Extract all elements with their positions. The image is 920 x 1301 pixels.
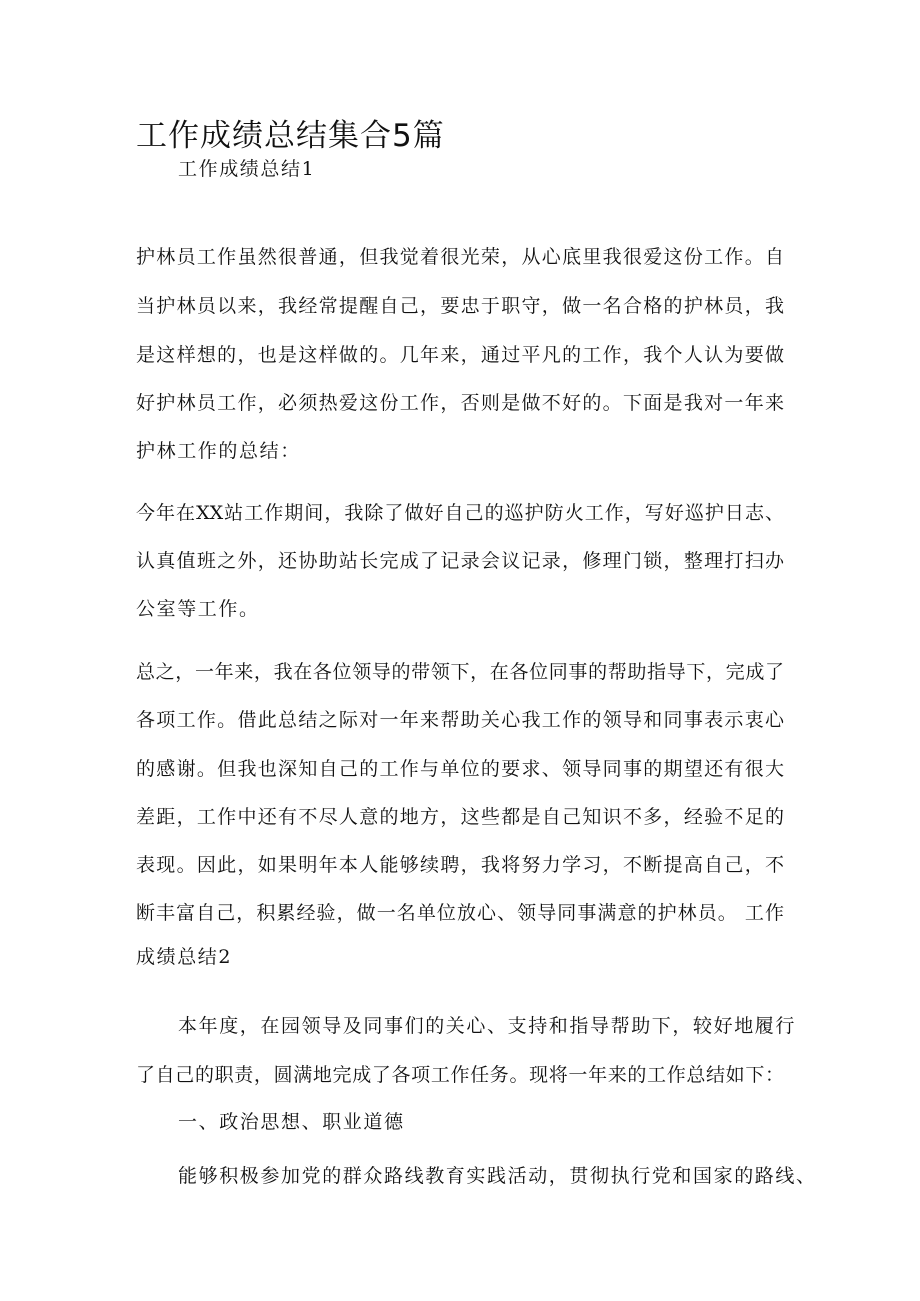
section-heading: 成绩总结2: [136, 946, 233, 968]
body-line: 总之，一年来，我在各位领导的带领下，在各位同事的帮助指导下，完成了: [136, 661, 784, 683]
body-line: 断丰富自己，积累经验，做一名单位放心、领导同事满意的护林员。 工作: [136, 902, 784, 924]
body-line: 各项工作。借此总结之际对一年来帮助关心我工作的领导和同事表示衷心: [136, 709, 784, 731]
body-line: 好护林员工作，必须热爱这份工作，否则是做不好的。下面是我对一年来: [136, 392, 784, 414]
document-title: 工作成绩总结集合5篇: [136, 118, 445, 154]
body-line: 差距，工作中还有不尽人意的地方，这些都是自己知识不多，经验不足的: [136, 806, 784, 828]
body-line: 的感谢。但我也深知自己的工作与单位的要求、领导同事的期望还有很大: [136, 758, 784, 780]
body-line: 公室等工作。: [136, 598, 260, 620]
body-line: 是这样想的，也是这样做的。几年来，通过平凡的工作，我个人认为要做: [136, 344, 784, 366]
body-line: 今年在XX站工作期间，我除了做好自己的巡护防火工作，写好巡护日志、: [136, 502, 784, 524]
body-line: 护林工作的总结：: [136, 440, 301, 462]
body-line: 认真值班之外，还协助站长完成了记录会议记录，修理门锁，整理打扫办: [136, 550, 784, 572]
body-line: 护林员工作虽然很普通，但我觉着很光荣，从心底里我很爱这份工作。自: [136, 246, 784, 268]
body-line: 表现。因此，如果明年本人能够续聘，我将努力学习，不断提高自己，不: [136, 854, 784, 876]
subsection-heading: 一、政治思想、职业道德: [178, 1111, 405, 1133]
body-line: 本年度，在园领导及同事们的关心、支持和指导帮助下，较好地履行: [178, 1015, 797, 1037]
body-line: 当护林员以来，我经常提醒自己，要忠于职守，做一名合格的护林员，我: [136, 295, 784, 317]
body-line: 了自己的职责，圆满地完成了各项工作任务。现将一年来的工作总结如下：: [136, 1064, 784, 1086]
section-heading: 工作成绩总结1: [178, 158, 316, 180]
body-line: 能够积极参加党的群众路线教育实践活动，贯彻执行党和国家的路线、: [178, 1165, 817, 1187]
